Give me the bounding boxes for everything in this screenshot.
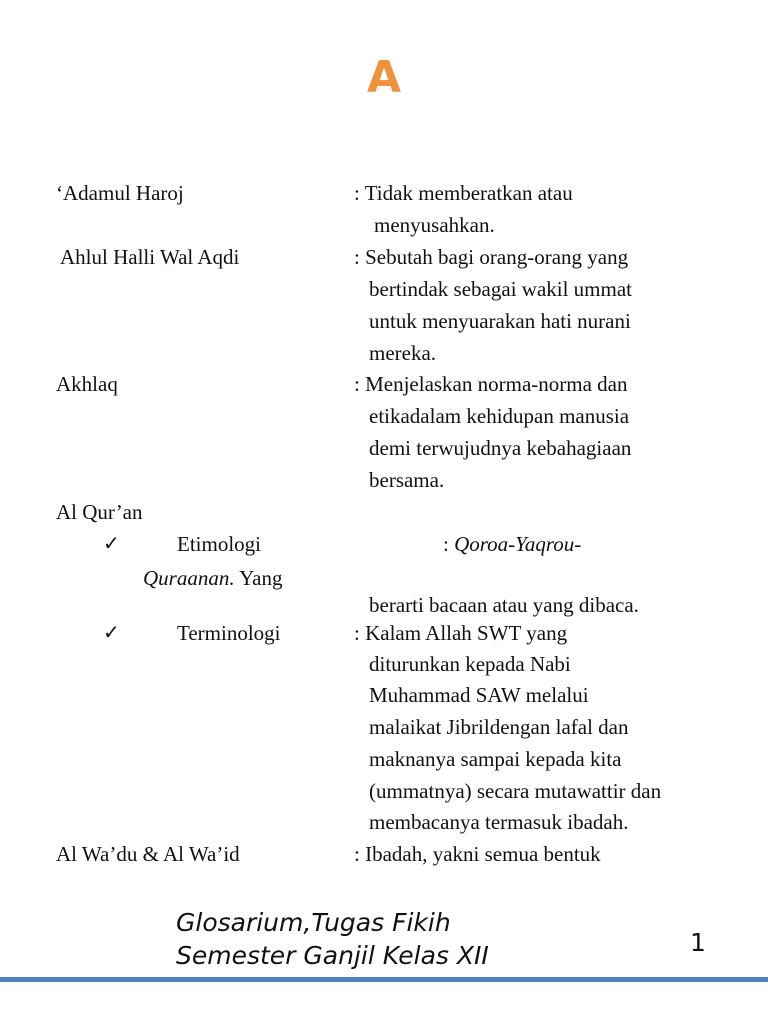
definition-line: bersama.	[369, 468, 445, 492]
etimologi-colon: :	[443, 532, 455, 556]
term-akhlaq: Akhlaq	[56, 372, 118, 396]
check-mark-icon: ✓	[103, 620, 120, 644]
definition-line: etikadalam kehidupan manusia	[369, 404, 630, 428]
term-al-wadu-al-waid: Al Wa’du & Al Wa’id	[56, 842, 240, 866]
definition-line: : Tidak memberatkan atau	[354, 181, 573, 205]
term-adamul-haroj: ‘Adamul Haroj	[56, 181, 184, 205]
etimologi-value	[443, 528, 581, 560]
footer-line-1: Glosarium,Tugas Fikih	[176, 908, 451, 937]
definition-line: diturunkan kepada Nabi	[369, 652, 571, 676]
definition-line: bertindak sebagai wakil ummat	[369, 277, 633, 301]
footer-title	[176, 906, 489, 972]
definition-line: : Menjelaskan norma-norma dan	[354, 372, 628, 396]
definition-line: berarti bacaan atau yang dibaca.	[369, 593, 639, 617]
subterm-etimologi: Etimologi	[177, 532, 261, 556]
footer-line-2: Semester Ganjil Kelas XII	[176, 941, 489, 970]
definition-line: malaikat Jibrildengan lafal dan	[369, 715, 629, 739]
definition-line: Muhammad SAW melalui	[369, 683, 589, 707]
subterm-terminologi: Terminologi	[177, 621, 281, 645]
definition-line: : Kalam Allah SWT yang	[354, 621, 568, 645]
etimologi-arabic-root: Qoroa-Yaqrou-	[454, 532, 582, 556]
term-al-quran: Al Qur’an	[56, 500, 143, 524]
definition-line: (ummatnya) secara mutawattir dan	[369, 779, 662, 803]
definition-line: maknanya sampai kepada kita	[369, 747, 622, 771]
definition-line: demi terwujudnya kebahagiaan	[369, 436, 632, 460]
definition-line: : Ibadah, yakni semua bentuk	[354, 842, 601, 866]
definition-line: mereka.	[369, 341, 437, 365]
etimologi-continuation	[143, 562, 282, 594]
definition-line: untuk menyuarakan hati nurani	[369, 309, 631, 333]
definition-line: : Sebutah bagi orang-orang yang	[354, 245, 629, 269]
page-number: 1	[690, 928, 706, 957]
etimologi-arabic-word: Quraanan.	[143, 566, 235, 590]
check-mark-icon: ✓	[103, 531, 120, 555]
footer-divider	[0, 977, 768, 982]
etimologi-yang: Yang	[234, 566, 283, 590]
definition-line: menyusahkan.	[374, 213, 495, 237]
page-heading-letter: A	[366, 52, 402, 103]
term-ahlul-halli-wal-aqdi: Ahlul Halli Wal Aqdi	[60, 245, 240, 269]
definition-line: membacanya termasuk ibadah.	[369, 810, 629, 834]
